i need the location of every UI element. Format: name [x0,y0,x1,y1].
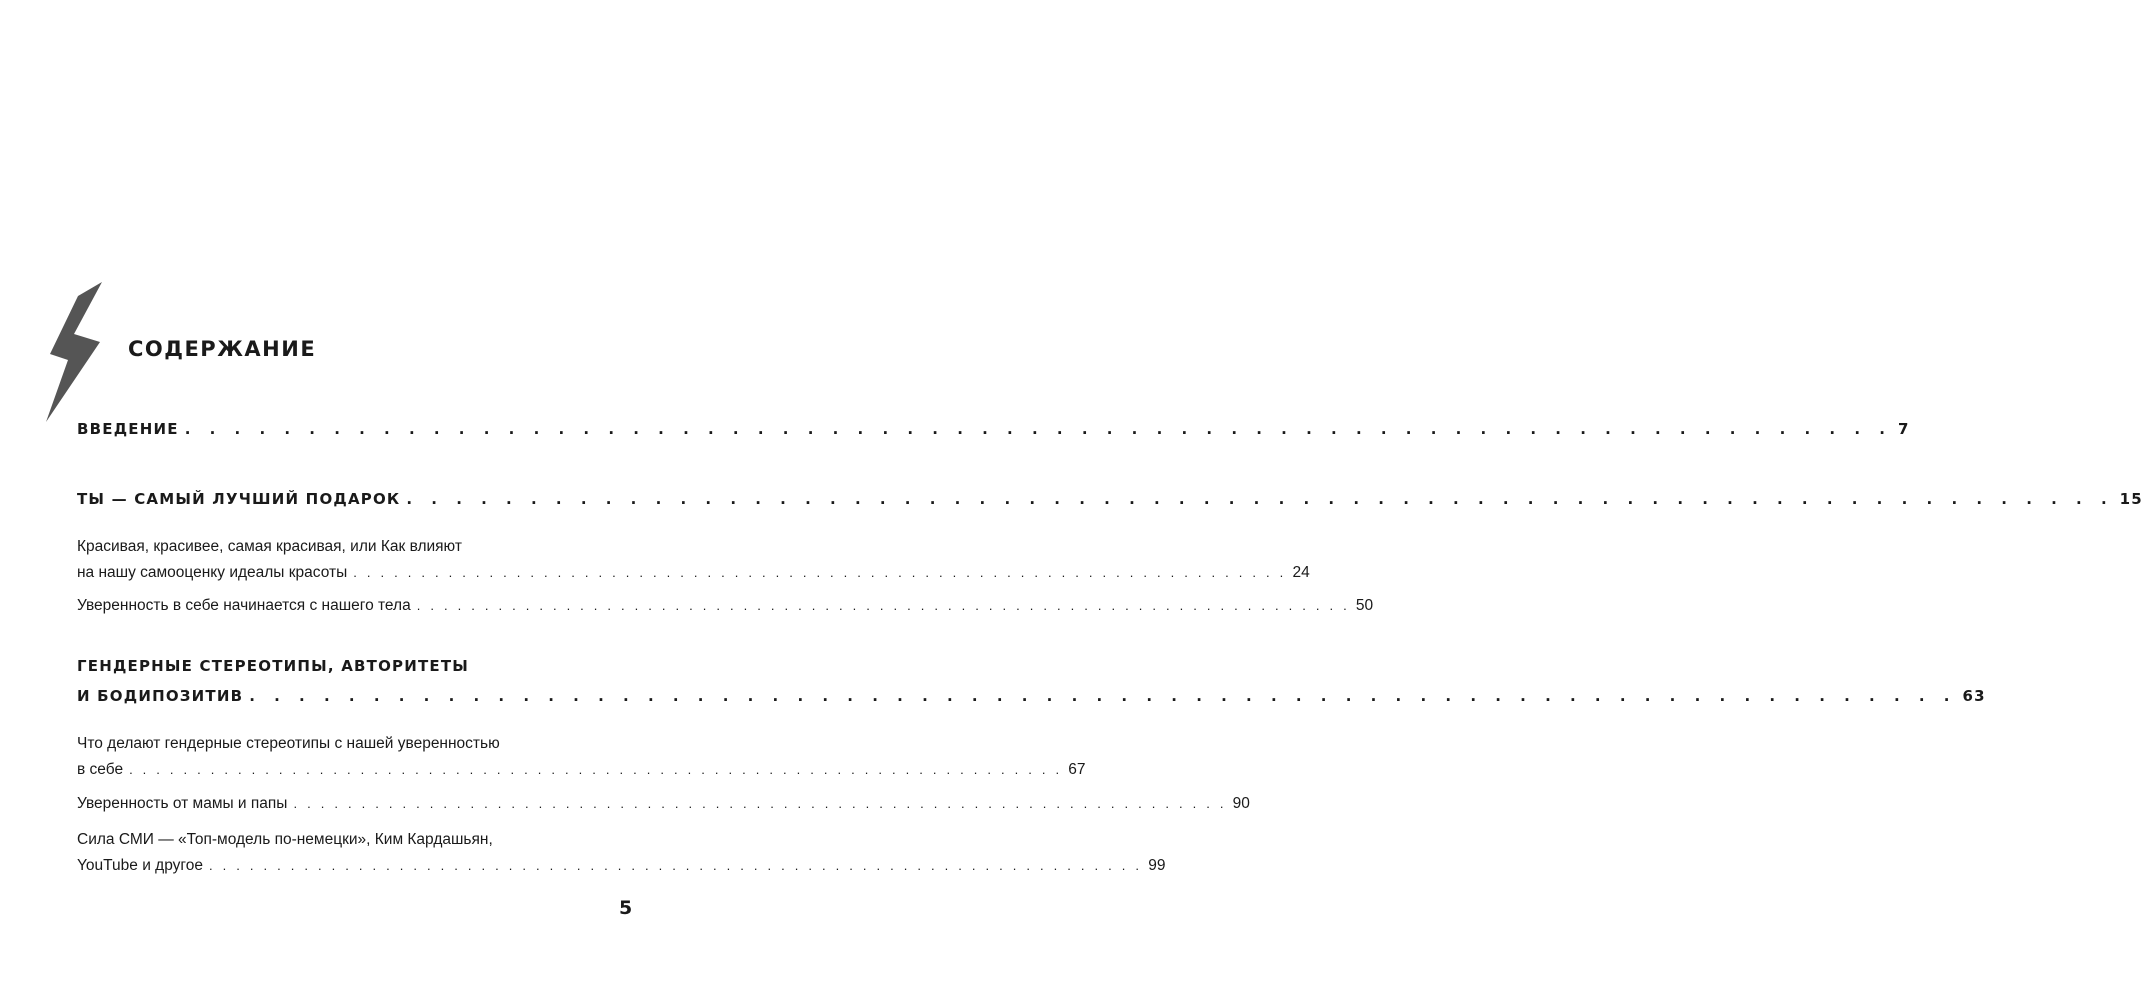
dot-leader: . . . . . . . . . . . . . . . . . . . . . . . . . . . . . . . . . . . . . . . . . . . . . . . . . . . . . . . . . . . . . . . . . . . . . [129,762,1063,777]
toc-entry-chapter-2-line1: ГЕНДЕРНЫЕ СТЕРЕОТИПЫ, АВТОРИТЕТЫ [77,657,470,675]
toc-entry-chapter-1[interactable] [77,490,2143,508]
toc-entry-ch1-sub2[interactable] [77,597,1374,615]
dot-leader: . . . . . . . . . . . . . . . . . . . . . . . . . . . . . . . . . . . . . . . . . . . . . . . . . . . . . . . . . . . . . . . . . . . . . [353,565,1287,580]
toc-entry-ch2-sub2[interactable] [77,795,1250,813]
entry-title: И БОДИПОЗИТИВ [77,687,244,705]
toc-entry-ch2-sub3-line1: Сила СМИ — «Топ-модель по-немецки», Ким Кардашьян, [77,831,493,848]
lightning-bolt-icon [44,282,106,422]
dot-leader: . . . . . . . . . . . . . . . . . . . . . . . . . . . . . . . . . . . . . . . . . . . . . . . . . . . . . . . . . . . . . . . . . . . . . [249,687,1957,705]
entry-title: Уверенность от мамы и папы [77,795,288,812]
entry-page: 63 [1962,687,1986,705]
toc-entry-ch2-sub1[interactable] [77,761,1086,779]
entry-page: 15 [2119,490,2143,508]
toc-entry-ch1-sub1[interactable] [77,564,1310,582]
entry-page: 7 [1897,420,1910,438]
toc-entry-ch1-sub1-line1: Красивая, красивее, самая красивая, или Как влияют [77,538,462,555]
entry-title: YouTube и другое [77,857,203,874]
dot-leader: . . . . . . . . . . . . . . . . . . . . . . . . . . . . . . . . . . . . . . . . . . . . . . . . . . . . . . . . . . . . . . . . . . . . . [293,796,1227,811]
entry-title: Уверенность в себе начинается с нашего тела [77,597,411,614]
toc-entry-ch2-sub3[interactable] [77,857,1166,875]
entry-page: 24 [1292,564,1310,581]
entry-page: 67 [1068,761,1086,778]
entry-title: ТЫ — САМЫЙ ЛУЧШИЙ ПОДАРОК [77,490,401,508]
dot-leader: . . . . . . . . . . . . . . . . . . . . . . . . . . . . . . . . . . . . . . . . . . . . . . . . . . . . . . . . . . . . . . . . . . . . . [184,420,1892,438]
entry-page: 50 [1355,597,1374,614]
entry-title: на нашу самооценку идеалы красоты [77,564,348,581]
toc-entry-introduction[interactable] [77,420,1910,438]
entry-title: ВВЕДЕНИЕ [77,420,179,438]
page-number: 5 [619,897,633,919]
dot-leader: . . . . . . . . . . . . . . . . . . . . . . . . . . . . . . . . . . . . . . . . . . . . . . . . . . . . . . . . . . . . . . . . . . . . . [406,490,2114,508]
toc-entry-ch2-sub1-line1: Что делают гендерные стереотипы с нашей уверенностью [77,735,500,752]
dot-leader: . . . . . . . . . . . . . . . . . . . . . . . . . . . . . . . . . . . . . . . . . . . . . . . . . . . . . . . . . . . . . . . . . . . . . [416,598,1350,613]
toc-entry-chapter-2[interactable] [77,687,1986,705]
entry-page: 90 [1232,795,1250,812]
entry-title: в себе [77,761,124,778]
entry-page: 99 [1148,857,1166,874]
toc-heading: СОДЕРЖАНИЕ [128,337,317,361]
dot-leader: . . . . . . . . . . . . . . . . . . . . . . . . . . . . . . . . . . . . . . . . . . . . . . . . . . . . . . . . . . . . . . . . . . . . . [208,858,1143,873]
